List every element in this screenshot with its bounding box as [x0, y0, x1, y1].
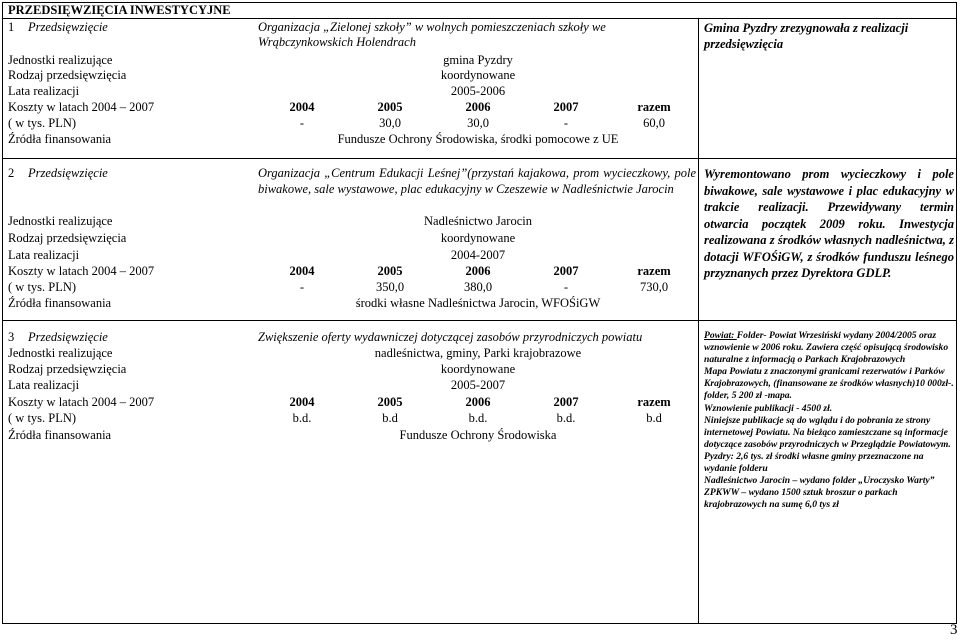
note-line: Mapa Powiatu z znaczonymi granicami rezerwatów i Parków Krajobrazowych, (finansowane ze środków własnych)10 000zł-. folder, 5 200 zł -mapa.	[704, 366, 954, 402]
cost-value-row	[258, 411, 698, 426]
note-line: Pyzdry: 2,6 tys. zł środki własne gminy przeznaczone na wydanie folderu	[704, 450, 924, 475]
value-jednostki: nadleśnictwa, gminy, Parki krajobrazowe	[374, 346, 582, 360]
cost-value: b.d	[646, 411, 662, 425]
cost-header: 2004	[289, 264, 315, 278]
cost-header: razem	[637, 264, 671, 278]
cost-header: 2006	[465, 264, 491, 278]
cost-value: -	[299, 116, 305, 130]
label-lata: Lata realizacji	[8, 378, 80, 392]
value-lata: 2005-2006	[450, 84, 506, 98]
header-divider	[2, 18, 957, 19]
cost-value: -	[563, 280, 569, 294]
label-wtys: ( w tys. PLN)	[8, 411, 77, 425]
project-title-line2: Wrąbczynkowskich Holendrach	[258, 35, 416, 49]
label-lata: Lata realizacji	[8, 248, 80, 262]
notes-column-divider	[698, 18, 699, 624]
cost-value: -	[563, 116, 569, 130]
label-wtys: ( w tys. PLN)	[8, 116, 77, 130]
value-lata: 2004-2007	[450, 248, 506, 262]
label-koszty: Koszty w latach 2004 – 2007	[8, 395, 155, 409]
project-note: Gmina Pyzdry zrezygnowała z realizacji przedsięwzięcia	[704, 21, 909, 51]
cost-value: b.d.	[468, 411, 488, 425]
cost-header: 2005	[377, 264, 403, 278]
cost-header: 2005	[377, 395, 403, 409]
note-underlined-label: Powiat:	[704, 330, 737, 341]
note-line: ZPKWW – wydano 1500 sztuk broszur o parkach krajobrazowych na sumę 6,0 tys zł	[704, 487, 898, 511]
cost-header: 2004	[289, 100, 315, 114]
cost-value: 30,0	[379, 116, 401, 130]
note-line: Folder- Powiat Wrzesiński wydany 2004/2005 oraz wznowienie w 2006 roku. Zawiera część opisującą środowisko naturalne z informacją o Parkach Krajobrazowych	[704, 330, 949, 366]
cost-value: 350,0	[375, 280, 405, 294]
cost-value: 30,0	[467, 116, 489, 130]
label-jednostki: Jednostki realizujące	[8, 346, 113, 360]
label-przedsiewziecie: Przedsięwzięcie	[28, 20, 108, 34]
label-wtys: ( w tys. PLN)	[8, 280, 77, 294]
label-rodzaj: Rodzaj przedsięwzięcia	[8, 362, 127, 376]
cost-value: -	[299, 280, 305, 294]
section-divider-1	[2, 158, 957, 159]
cost-value: b.d.	[556, 411, 576, 425]
cost-value: b.d	[382, 411, 398, 425]
cost-header-row	[258, 264, 698, 279]
project-number: 2	[8, 166, 15, 180]
value-lata: 2005-2007	[450, 378, 506, 392]
value-zrodla: Fundusze Ochrony Środowiska, środki pomocowe z UE	[337, 132, 619, 146]
cost-header: 2006	[465, 395, 491, 409]
page-title: PRZEDSIĘWZIĘCIA INWESTYCYJNE	[8, 3, 231, 17]
cost-value-row	[258, 280, 698, 295]
cost-header: 2004	[289, 395, 315, 409]
value-rodzaj: koordynowane	[440, 68, 516, 82]
label-rodzaj: Rodzaj przedsięwzięcia	[8, 68, 127, 82]
value-rodzaj: koordynowane	[440, 231, 516, 245]
cost-header: 2006	[465, 100, 491, 114]
label-lata: Lata realizacji	[8, 84, 80, 98]
cost-header: 2007	[553, 264, 579, 278]
cost-value: 60,0	[643, 116, 665, 130]
label-zrodla: Źródła finansowania	[8, 132, 112, 146]
value-zrodla: środki własne Nadleśnictwa Jarocin, WFOŚiGW	[355, 296, 601, 310]
note-line: Wznowienie publikacji - 4500 zł.	[704, 402, 833, 414]
cost-header-row	[258, 395, 698, 410]
project-note	[704, 330, 954, 511]
cost-header: razem	[637, 395, 671, 409]
value-jednostki: Nadleśnictwo Jarocin	[424, 214, 532, 228]
project-note: Wyremontowano prom wycieczkowy i pole biwakowe, sale wystawowe i plac edukacyjny w trakcie realizacji. Przewidywany termin otwarcia początek 2009 roku. Inwestycja realizowana z środków własnych nadleśnictwa, z dotacji WFOŚiGW, z środków funduszu leśnego przyznanych przez Dyrektora GDLP.	[704, 167, 954, 280]
cost-header: 2005	[377, 100, 403, 114]
value-rodzaj: koordynowane	[440, 362, 516, 376]
label-przedsiewziecie: Przedsięwzięcie	[28, 166, 108, 180]
project-title-line1: Organizacja „Zielonej szkoły” w wolnych pomieszczeniach szkoły we	[258, 20, 606, 34]
project-number: 1	[8, 20, 15, 34]
label-zrodla: Źródła finansowania	[8, 296, 112, 310]
label-jednostki: Jednostki realizujące	[8, 53, 113, 67]
cost-header: razem	[637, 100, 671, 114]
value-zrodla: Fundusze Ochrony Środowiska	[399, 428, 557, 442]
cost-header: 2007	[553, 395, 579, 409]
label-jednostki: Jednostki realizujące	[8, 214, 113, 228]
cost-header: 2007	[553, 100, 579, 114]
value-jednostki: gmina Pyzdry	[443, 53, 513, 67]
label-rodzaj: Rodzaj przedsięwzięcia	[8, 231, 127, 245]
project-title: Zwiększenie oferty wydawniczej dotyczącej zasobów przyrodniczych powiatu	[258, 330, 643, 344]
section-divider-2	[2, 320, 957, 321]
cost-value: 730,0	[639, 280, 669, 294]
label-zrodla: Źródła finansowania	[8, 428, 112, 442]
project-number: 3	[8, 330, 15, 344]
page-number: 3	[950, 622, 958, 638]
cost-value-row	[258, 116, 698, 131]
cost-header-row	[258, 100, 698, 115]
cost-value: b.d.	[292, 411, 312, 425]
label-przedsiewziecie: Przedsięwzięcie	[28, 330, 108, 344]
label-koszty: Koszty w latach 2004 – 2007	[8, 100, 155, 114]
note-line: Nadleśnictwo Jarocin – wydano folder „Uroczysko Warty”	[704, 475, 935, 487]
note-line: Niniejsze publikacje są do wglądu i do pobrania ze strony internetowej Powiatu. Na bieżąco zamieszczane są informacje dotyczące zasobów przyrodniczych w Przeglądzie Powiatowym.	[704, 414, 951, 450]
label-koszty: Koszty w latach 2004 – 2007	[8, 264, 155, 278]
cost-value: 380,0	[463, 280, 493, 294]
project-title: Organizacja „Centrum Edukacji Leśnej”(przystań kajakowa, prom wycieczkowy, pole biwakowe, sale wystawowe, plac edukacyjny w Czeszewie w Nadleśnictwie Jarocin	[258, 166, 696, 196]
